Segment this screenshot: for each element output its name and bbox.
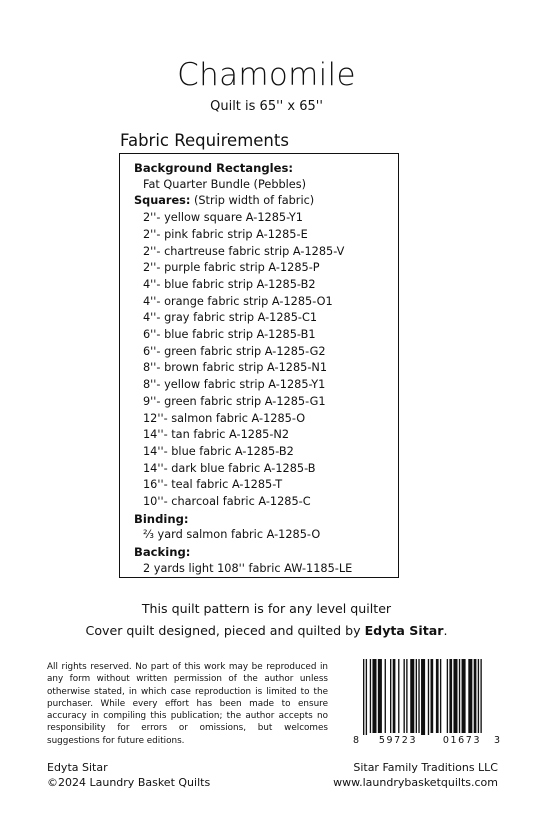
barcode-bar <box>416 659 417 733</box>
barcode-bar <box>421 659 425 735</box>
barcode-bars <box>353 659 501 735</box>
requirement-item: 14''- tan fabric A-1285-N2 <box>143 428 290 442</box>
designer-credit <box>0 623 533 638</box>
credit-prefix: Cover quilt designed, pieced and quilted by <box>85 623 365 638</box>
requirement-item: 8''- yellow fabric strip A-1285-Y1 <box>143 378 326 392</box>
barcode-bar <box>378 659 382 733</box>
footer-author-name: Edyta Sitar <box>47 761 108 774</box>
barcode-bar <box>480 659 481 733</box>
barcode-left-digits: 59723 <box>378 735 418 746</box>
barcode <box>353 659 501 751</box>
barcode-bar <box>436 659 439 733</box>
barcode-bar <box>406 659 407 733</box>
barcode-bar <box>418 659 419 733</box>
requirement-item: 2''- pink fabric strip A-1285-E <box>143 227 308 241</box>
barcode-right-digits: 01673 <box>442 735 482 746</box>
barcode-first-digit: 8 <box>353 735 360 746</box>
barcode-bar <box>370 659 371 733</box>
credit-suffix: . <box>443 623 448 638</box>
requirement-item: 2''- purple fabric strip A-1285-P <box>143 261 320 275</box>
credit-author: Edyta Sitar <box>364 623 444 638</box>
copyright-notice: All rights reserved. No part of this work may be reproduced in any form without written permission of the author unless otherwise stated, in which case reproduction is limited to the purchaser. While every effort has been made to ensure accuracy in compiling this publication; the author accepts no responsibility for errors or omissions, but welcomes suggestions for future editions. <box>47 662 328 746</box>
barcode-bar <box>410 659 414 733</box>
barcode-bar <box>447 659 448 733</box>
barcode-bar <box>440 659 441 733</box>
requirement-item: 6''- green fabric strip A-1285-G2 <box>143 344 326 358</box>
requirement-section-note: (Strip width of fabric) <box>190 194 315 208</box>
barcode-bar <box>393 659 396 733</box>
requirement-item: 6''- blue fabric strip A-1285-B1 <box>143 328 316 342</box>
barcode-bar <box>449 659 452 733</box>
footer-copyright: ©2024 Laundry Basket Quilts <box>47 776 211 789</box>
barcode-bar <box>468 659 472 733</box>
barcode-bar <box>363 659 364 735</box>
requirement-item: 10''- charcoal fabric A-1285-C <box>143 495 311 509</box>
requirement-item: 12''- salmon fabric A-1285-O <box>143 411 306 425</box>
barcode-bar <box>453 659 457 733</box>
barcode-bar <box>474 659 477 733</box>
requirement-item: 4''- orange fabric strip A-1285-O1 <box>143 294 333 308</box>
requirement-item: 14''- dark blue fabric A-1285-B <box>143 461 316 475</box>
requirement-item: 4''- blue fabric strip A-1285-B2 <box>143 277 316 291</box>
barcode-bar <box>459 659 460 733</box>
barcode-last-digit: 3 <box>494 735 501 746</box>
requirement-item: 4''- gray fabric strip A-1285-C1 <box>143 311 318 325</box>
barcode-bar <box>431 659 434 733</box>
requirement-section-label: Binding: <box>134 511 189 526</box>
skill-level-note: This quilt pattern is for any level quilter <box>141 601 392 616</box>
footer-publisher <box>333 760 498 790</box>
requirement-item: 2 yards light 108'' fabric AW-1185-LE <box>143 561 353 575</box>
requirement-section-label: Background Rectangles: <box>134 161 294 175</box>
barcode-bar <box>372 659 376 733</box>
requirement-section-label: Backing: <box>134 545 191 560</box>
footer-website: www.laundrybasketquilts.com <box>333 776 498 789</box>
barcode-bar <box>428 659 429 735</box>
barcode-bar <box>390 659 391 733</box>
barcode-bar <box>398 659 399 733</box>
requirement-item: 9''- green fabric strip A-1285-G1 <box>143 394 326 408</box>
pattern-title: Chamomile <box>177 57 356 93</box>
barcode-bar <box>385 659 386 733</box>
footer-company: Sitar Family Traditions LLC <box>353 761 498 774</box>
fabric-requirements-heading: Fabric Requirements <box>120 131 289 150</box>
footer-author <box>47 760 210 790</box>
requirement-item <box>134 193 352 210</box>
quilt-size: Quilt is 65'' x 65'' <box>210 99 323 114</box>
requirement-item: 16''- teal fabric A-1285-T <box>143 478 283 492</box>
requirement-item: 8''- brown fabric strip A-1285-N1 <box>143 361 328 375</box>
fabric-requirements-list <box>134 160 352 578</box>
requirement-item: 14''- blue fabric A-1285-B2 <box>143 444 294 458</box>
requirement-item: 2''- yellow square A-1285-Y1 <box>143 211 303 225</box>
requirement-item: Fat Quarter Bundle (Pebbles) <box>143 177 307 191</box>
requirement-item: 2''- chartreuse fabric strip A-1285-V <box>143 244 345 258</box>
barcode-bar <box>478 659 479 733</box>
barcode-bar <box>366 659 367 735</box>
barcode-bar <box>462 659 466 733</box>
barcode-bar <box>404 659 405 733</box>
requirement-section-label: Squares: <box>134 194 191 208</box>
requirement-item: ⅔ yard salmon fabric A-1285-O <box>143 528 321 542</box>
